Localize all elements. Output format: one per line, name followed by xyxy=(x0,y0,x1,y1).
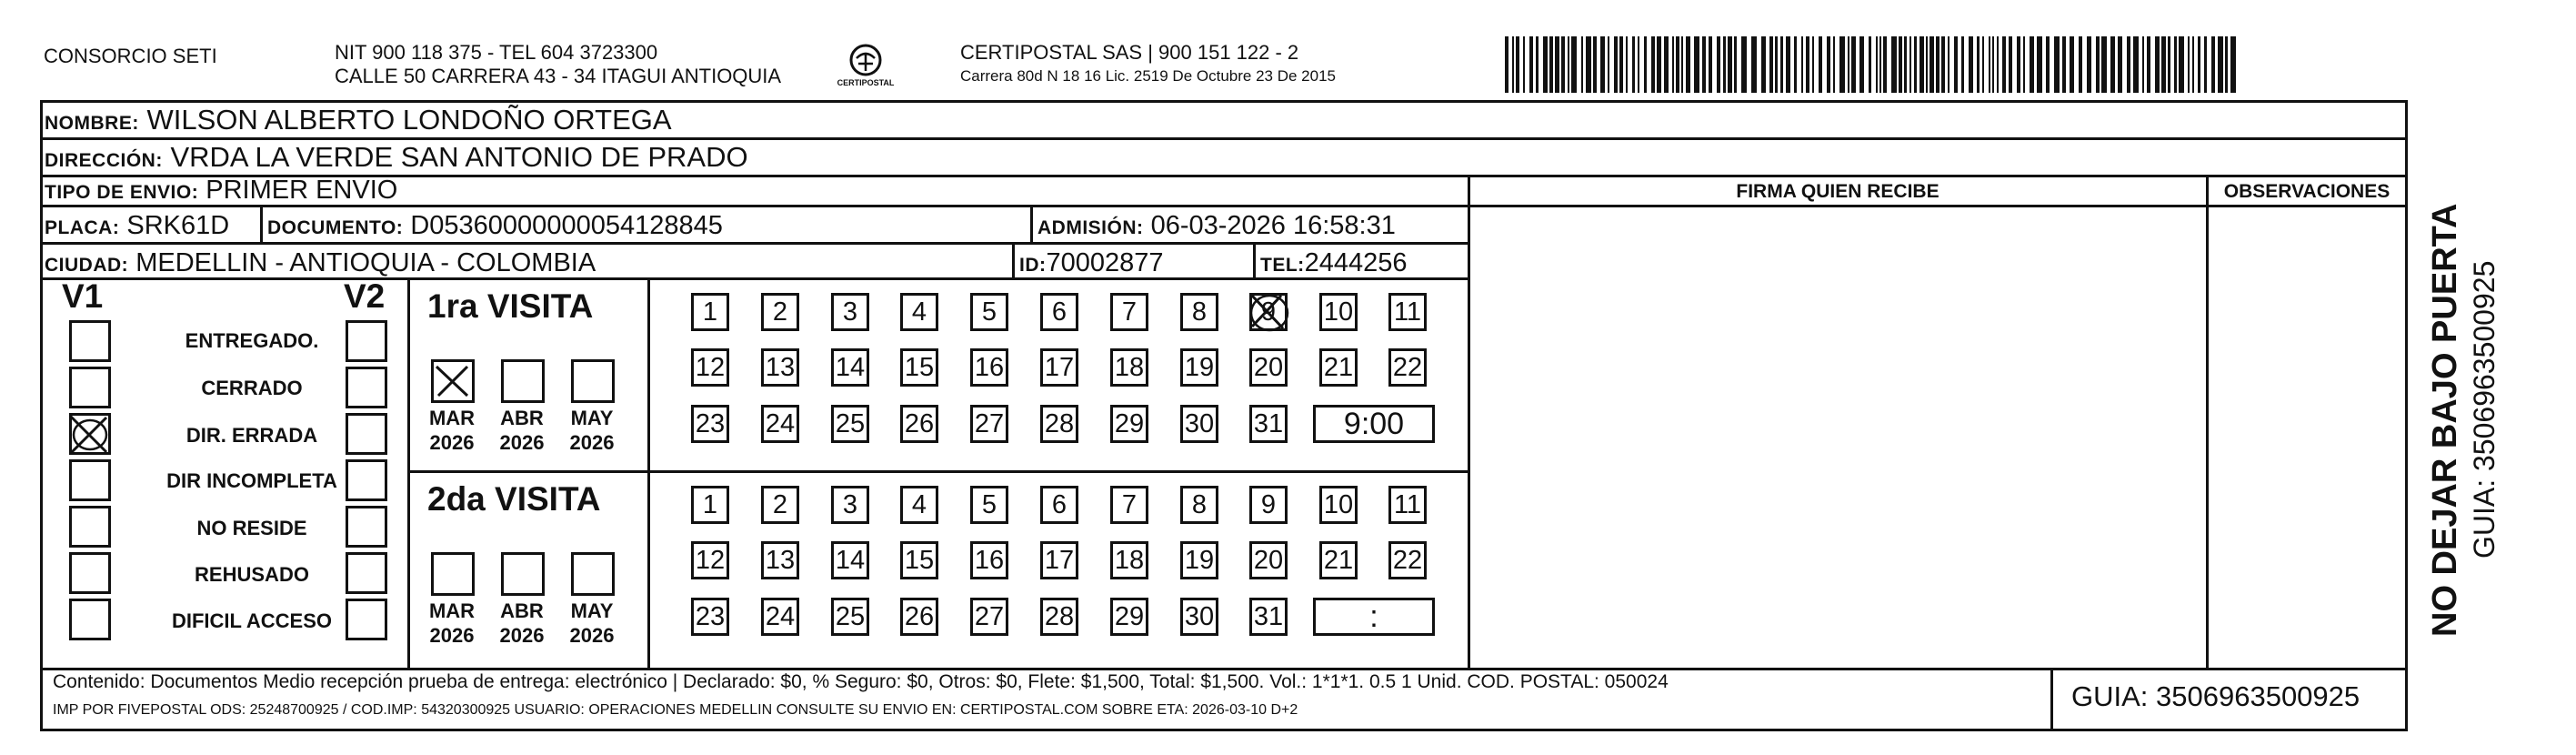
second-visit-month-year: 2026 xyxy=(569,624,615,647)
nombre-label: NOMBRE: xyxy=(45,113,139,134)
first-visit-day-box[interactable] xyxy=(691,405,729,443)
first-visit-day-box[interactable] xyxy=(1388,293,1427,331)
second-visit-day-box[interactable] xyxy=(1110,598,1148,636)
second-visit-day-number: 25 xyxy=(835,602,866,631)
address-line: CALLE 50 CARRERA 43 - 34 ITAGUI ANTIOQUIA xyxy=(335,65,782,87)
second-visit-day-number: 26 xyxy=(904,602,935,631)
second-visit-month-name: ABR xyxy=(500,599,544,622)
check-mark-icon xyxy=(1245,288,1292,336)
barcode xyxy=(1505,36,2237,93)
second-visit-day-number: 16 xyxy=(974,546,1005,575)
first-visit-day-box[interactable] xyxy=(1319,348,1358,387)
v2-checkbox[interactable] xyxy=(346,367,387,408)
v1-checkbox[interactable] xyxy=(69,552,111,594)
first-visit-day-number: 25 xyxy=(835,409,866,438)
first-visit-month-box[interactable] xyxy=(501,359,545,403)
first-visit-day-box[interactable] xyxy=(1249,405,1288,443)
tipo-label: TIPO DE ENVIO: xyxy=(45,182,199,203)
first-visit-day-number: 8 xyxy=(1191,297,1208,327)
direccion-value: VRDA LA VERDE SAN ANTONIO DE PRADO xyxy=(170,141,748,173)
second-visit-day-box[interactable] xyxy=(1110,486,1148,524)
second-visit-day-box[interactable] xyxy=(1388,486,1427,524)
second-visit-day-box[interactable] xyxy=(1319,541,1358,579)
certipostal-logo xyxy=(837,40,895,95)
first-visit-month-box[interactable] xyxy=(571,359,615,403)
second-visit-day-number: 6 xyxy=(1051,490,1067,519)
second-visit-day-number: 14 xyxy=(835,546,866,575)
second-visit-day-box[interactable] xyxy=(900,486,938,524)
second-visit-day-number: 20 xyxy=(1253,546,1284,575)
documento-value: D05360000000054128845 xyxy=(410,211,723,240)
second-visit-day-box[interactable] xyxy=(761,598,799,636)
first-visit-day-number: 29 xyxy=(1114,409,1145,438)
v2-checkbox[interactable] xyxy=(346,320,387,362)
first-visit-time-box[interactable]: 9:00 xyxy=(1313,405,1435,443)
v1-checkbox[interactable] xyxy=(69,367,111,408)
second-visit-day-number: 1 xyxy=(702,490,718,519)
first-visit-day-box[interactable] xyxy=(761,348,799,387)
second-visit-day-box[interactable] xyxy=(970,598,1008,636)
first-visit-day-box[interactable] xyxy=(1180,405,1218,443)
first-visit-day-box[interactable] xyxy=(691,348,729,387)
cell-divider xyxy=(260,207,263,242)
second-visit-day-box[interactable] xyxy=(831,486,869,524)
second-visit-day-number: 24 xyxy=(765,602,796,631)
first-visit-day-box[interactable] xyxy=(1388,348,1427,387)
first-visit-day-number: 10 xyxy=(1323,297,1354,327)
first-visit-day-number: 19 xyxy=(1184,353,1215,382)
first-visit-day-box[interactable] xyxy=(1040,348,1078,387)
second-visit-day-box[interactable] xyxy=(761,486,799,524)
second-visit-day-number: 23 xyxy=(695,602,726,631)
contenido-text: Contenido: Documentos Medio recepción prueba de entrega: electrónico | Declarado: $0, % Seguro: $0, Otros: $0, Flete: $1,500, Total: $1,500. Vol.: 1*1*1. 0.5 1 Unid. COD. POSTAL: 050024 xyxy=(53,671,1669,692)
status-label: DIFICIL ACCESO xyxy=(171,609,332,632)
cell-divider xyxy=(1030,207,1033,242)
placa-cell xyxy=(45,208,229,246)
v2-checkbox[interactable] xyxy=(346,506,387,548)
v1-label: V1 xyxy=(62,277,104,315)
footer-guia: GUIA: 3506963500925 xyxy=(2071,680,2360,712)
second-visit-day-box[interactable] xyxy=(691,598,729,636)
second-visit-month-box[interactable] xyxy=(431,552,475,596)
first-visit-title: 1ra VISITA xyxy=(427,287,594,325)
second-visit-day-box[interactable] xyxy=(1249,541,1288,579)
first-visit-day-number: 11 xyxy=(1393,297,1422,327)
v1-checkbox[interactable] xyxy=(69,459,111,501)
second-visit-day-box[interactable] xyxy=(900,598,938,636)
second-visit-day-number: 12 xyxy=(695,546,726,575)
first-visit-day-number: 27 xyxy=(974,409,1005,438)
v1-checkbox[interactable] xyxy=(69,506,111,548)
placa-value: SRK61D xyxy=(126,211,230,240)
second-visit-day-box[interactable] xyxy=(1040,486,1078,524)
second-visit-day-box[interactable] xyxy=(1249,486,1288,524)
second-visit-day-number: 17 xyxy=(1044,546,1075,575)
second-visit-day-box[interactable] xyxy=(1180,541,1218,579)
second-visit-day-number: 5 xyxy=(981,490,997,519)
second-visit-day-box[interactable] xyxy=(691,486,729,524)
first-visit-day-box[interactable] xyxy=(1180,293,1218,331)
nit-line: NIT 900 118 375 - TEL 604 3723300 xyxy=(335,41,658,64)
status-label: CERRADO xyxy=(201,377,303,399)
visit-divider xyxy=(647,277,650,669)
certipostal-line: CERTIPOSTAL SAS | 900 151 122 - 2 xyxy=(960,41,1299,64)
first-visit-day-number: 24 xyxy=(765,409,796,438)
v2-checkbox[interactable] xyxy=(346,413,387,455)
first-visit-day-box[interactable] xyxy=(1319,293,1358,331)
second-visit-month-year: 2026 xyxy=(499,624,545,647)
first-visit-day-number: 15 xyxy=(904,353,935,382)
first-visit-day-number: 26 xyxy=(904,409,935,438)
first-visit-day-number: 20 xyxy=(1253,353,1284,382)
footer-guia-divider xyxy=(2050,668,2053,731)
tel-label: TEL: xyxy=(1260,255,1305,276)
imp-text: IMP POR FIVEPOSTAL ODS: 25248700925 / COD.IMP: 54320300925 USUARIO: OPERACIONES MEDELLIN CONSULTE SU ENVIO EN: CERTIPOSTAL.COM SOBRE ETA: 2026-03-10 D+2 xyxy=(53,702,1298,718)
second-visit-month-name: MAR xyxy=(428,599,476,622)
second-visit-day-box[interactable] xyxy=(761,541,799,579)
first-visit-day-box[interactable] xyxy=(831,348,869,387)
status-label: ENTREGADO. xyxy=(185,329,319,352)
admision-cell xyxy=(1037,208,1396,246)
license-line: Carrera 80d N 18 16 Lic. 2519 De Octubre 23 De 2015 xyxy=(960,67,1336,85)
first-visit-day-box[interactable] xyxy=(831,293,869,331)
first-visit-day-number: 12 xyxy=(695,353,726,382)
second-visit-day-box[interactable] xyxy=(1388,541,1427,579)
first-visit-day-number: 14 xyxy=(835,353,866,382)
first-visit-month-name: ABR xyxy=(500,407,544,429)
second-visit-day-box[interactable] xyxy=(970,541,1008,579)
id-value: 70002877 xyxy=(1046,248,1164,277)
firma-area[interactable] xyxy=(1470,207,2206,669)
first-visit-day-box[interactable] xyxy=(970,293,1008,331)
placa-label: PLACA: xyxy=(45,217,120,238)
first-visit-day-box[interactable] xyxy=(1110,348,1148,387)
status-label: DIR. ERRADA xyxy=(185,424,318,447)
direccion-label: DIRECCIÓN: xyxy=(45,150,163,171)
cell-divider xyxy=(1012,245,1015,277)
first-visit-day-number: 5 xyxy=(981,297,997,327)
first-visit-day-box[interactable] xyxy=(1040,405,1078,443)
first-visit-month-year: 2026 xyxy=(569,431,615,454)
first-visit-day-box[interactable] xyxy=(1110,405,1148,443)
direccion-row xyxy=(40,140,2408,177)
first-visit-day-box[interactable] xyxy=(1180,348,1218,387)
second-visit-month-name: MAY xyxy=(570,599,614,622)
id-label: ID: xyxy=(1019,255,1047,276)
first-visit-day-number: 1 xyxy=(702,297,718,327)
second-visit-day-box[interactable] xyxy=(900,541,938,579)
first-visit-day-number: 4 xyxy=(911,297,927,327)
first-visit-day-number: 6 xyxy=(1051,297,1067,327)
documento-cell xyxy=(267,208,723,246)
status-label: NO RESIDE xyxy=(196,517,307,539)
second-visit-day-number: 8 xyxy=(1191,490,1208,519)
first-visit-day-box[interactable] xyxy=(761,405,799,443)
logo-caption: CERTIPOSTAL xyxy=(837,78,895,87)
observaciones-area[interactable] xyxy=(2209,207,2405,669)
second-visit-day-number: 29 xyxy=(1114,602,1145,631)
v2-checkbox[interactable] xyxy=(346,459,387,501)
second-visit-day-number: 2 xyxy=(772,490,788,519)
status-label: REHUSADO xyxy=(195,563,309,586)
first-visit-day-box[interactable] xyxy=(1249,348,1288,387)
v1-checkbox[interactable] xyxy=(69,320,111,362)
second-visit-title: 2da VISITA xyxy=(427,480,601,518)
second-visit-month-box[interactable] xyxy=(501,552,545,596)
first-visit-day-number: 21 xyxy=(1323,353,1354,382)
second-visit-day-number: 22 xyxy=(1392,546,1423,575)
tel-value: 2444256 xyxy=(1304,248,1408,277)
second-visit-day-number: 9 xyxy=(1260,490,1277,519)
nombre-value: WILSON ALBERTO LONDOÑO ORTEGA xyxy=(146,104,672,136)
company-name: CONSORCIO SETI xyxy=(44,45,217,67)
status-label: DIR INCOMPLETA xyxy=(166,469,337,492)
row-divider xyxy=(40,277,1469,280)
first-visit-day-number: 13 xyxy=(765,353,796,382)
first-visit-day-box[interactable] xyxy=(761,293,799,331)
second-visit-day-number: 30 xyxy=(1184,602,1215,631)
v1-checkbox[interactable] xyxy=(69,599,111,640)
first-visit-day-box[interactable] xyxy=(970,405,1008,443)
first-visit-month-year: 2026 xyxy=(429,431,475,454)
first-visit-day-box[interactable] xyxy=(900,348,938,387)
second-visit-day-number: 27 xyxy=(974,602,1005,631)
tipo-value: PRIMER ENVIO xyxy=(205,176,398,205)
second-visit-day-number: 21 xyxy=(1323,546,1354,575)
first-visit-day-box[interactable] xyxy=(900,293,938,331)
second-visit-day-number: 15 xyxy=(904,546,935,575)
second-visit-day-box[interactable] xyxy=(691,541,729,579)
first-visit-day-box[interactable] xyxy=(1040,293,1078,331)
first-visit-month-year: 2026 xyxy=(499,431,545,454)
second-visit-time-box[interactable]: : xyxy=(1313,598,1435,636)
second-visit-day-number: 11 xyxy=(1393,490,1422,519)
side-guia: GUIA: 3506963500925 xyxy=(2468,260,2501,559)
first-visit-day-box[interactable] xyxy=(691,293,729,331)
second-visit-day-box[interactable] xyxy=(1180,486,1218,524)
first-visit-month-name: MAY xyxy=(570,407,614,429)
first-visit-day-box[interactable] xyxy=(970,348,1008,387)
first-visit-day-number: 7 xyxy=(1121,297,1138,327)
second-visit-month-box[interactable] xyxy=(571,552,615,596)
first-visit-day-number: 31 xyxy=(1253,409,1284,438)
second-visit-day-number: 3 xyxy=(842,490,858,519)
second-visit-day-box[interactable] xyxy=(1040,541,1078,579)
second-visit-day-box[interactable] xyxy=(1319,486,1358,524)
first-visit-day-number: 16 xyxy=(974,353,1005,382)
admision-value: 06-03-2026 16:58:31 xyxy=(1150,211,1396,240)
ciudad-value: MEDELLIN - ANTIOQUIA - COLOMBIA xyxy=(135,248,596,277)
first-visit-day-number: 17 xyxy=(1044,353,1075,382)
second-visit-day-number: 31 xyxy=(1253,602,1284,631)
first-visit-day-number: 30 xyxy=(1184,409,1215,438)
second-visit-day-number: 19 xyxy=(1184,546,1215,575)
second-visit-day-number: 4 xyxy=(911,490,927,519)
first-visit-day-box[interactable] xyxy=(900,405,938,443)
first-visit-day-box[interactable] xyxy=(831,405,869,443)
first-visit-day-number: 2 xyxy=(772,297,788,327)
second-visit-day-number: 10 xyxy=(1323,490,1354,519)
second-visit-day-number: 18 xyxy=(1114,546,1145,575)
visit-row-divider xyxy=(407,470,1468,473)
observaciones-header: OBSERVACIONES xyxy=(2223,181,2391,202)
first-visit-day-number: 22 xyxy=(1392,353,1423,382)
second-visit-day-box[interactable] xyxy=(970,486,1008,524)
first-visit-day-number: 18 xyxy=(1114,353,1145,382)
second-visit-day-box[interactable] xyxy=(1110,541,1148,579)
firma-header: FIRMA QUIEN RECIBE xyxy=(1736,181,1940,202)
second-visit-day-box[interactable] xyxy=(831,541,869,579)
documento-label: DOCUMENTO: xyxy=(267,217,404,238)
panel-divider xyxy=(407,277,410,669)
cell-divider xyxy=(1253,245,1256,277)
v2-checkbox[interactable] xyxy=(346,599,387,640)
second-visit-day-box[interactable] xyxy=(1249,598,1288,636)
first-visit-month-box[interactable] xyxy=(431,359,475,403)
first-visit-month-name: MAR xyxy=(428,407,476,429)
first-visit-day-number: 28 xyxy=(1044,409,1075,438)
v2-label: V2 xyxy=(344,277,386,315)
second-visit-day-box[interactable] xyxy=(1040,598,1078,636)
first-visit-day-box[interactable] xyxy=(1110,293,1148,331)
first-visit-day-number: 3 xyxy=(842,297,858,327)
v1-checkbox[interactable] xyxy=(69,413,111,455)
ciudad-label: CIUDAD: xyxy=(45,255,129,276)
second-visit-day-box[interactable] xyxy=(1180,598,1218,636)
first-visit-day-number: 9 xyxy=(1260,297,1277,327)
check-mark-icon xyxy=(431,359,475,403)
second-visit-day-number: 7 xyxy=(1121,490,1138,519)
second-visit-day-number: 28 xyxy=(1044,602,1075,631)
second-visit-month-year: 2026 xyxy=(429,624,475,647)
check-mark-icon xyxy=(66,410,114,458)
second-visit-day-number: 13 xyxy=(765,546,796,575)
nombre-row xyxy=(40,103,2408,140)
no-dejar-bajo-puerta: NO DEJAR BAJO PUERTA xyxy=(2426,203,2464,637)
tipo-row xyxy=(40,177,1469,205)
first-visit-day-number: 23 xyxy=(695,409,726,438)
second-visit-day-box[interactable] xyxy=(831,598,869,636)
v2-checkbox[interactable] xyxy=(346,552,387,594)
admision-label: ADMISIÓN: xyxy=(1037,217,1144,238)
first-visit-day-box[interactable] xyxy=(1249,293,1288,331)
